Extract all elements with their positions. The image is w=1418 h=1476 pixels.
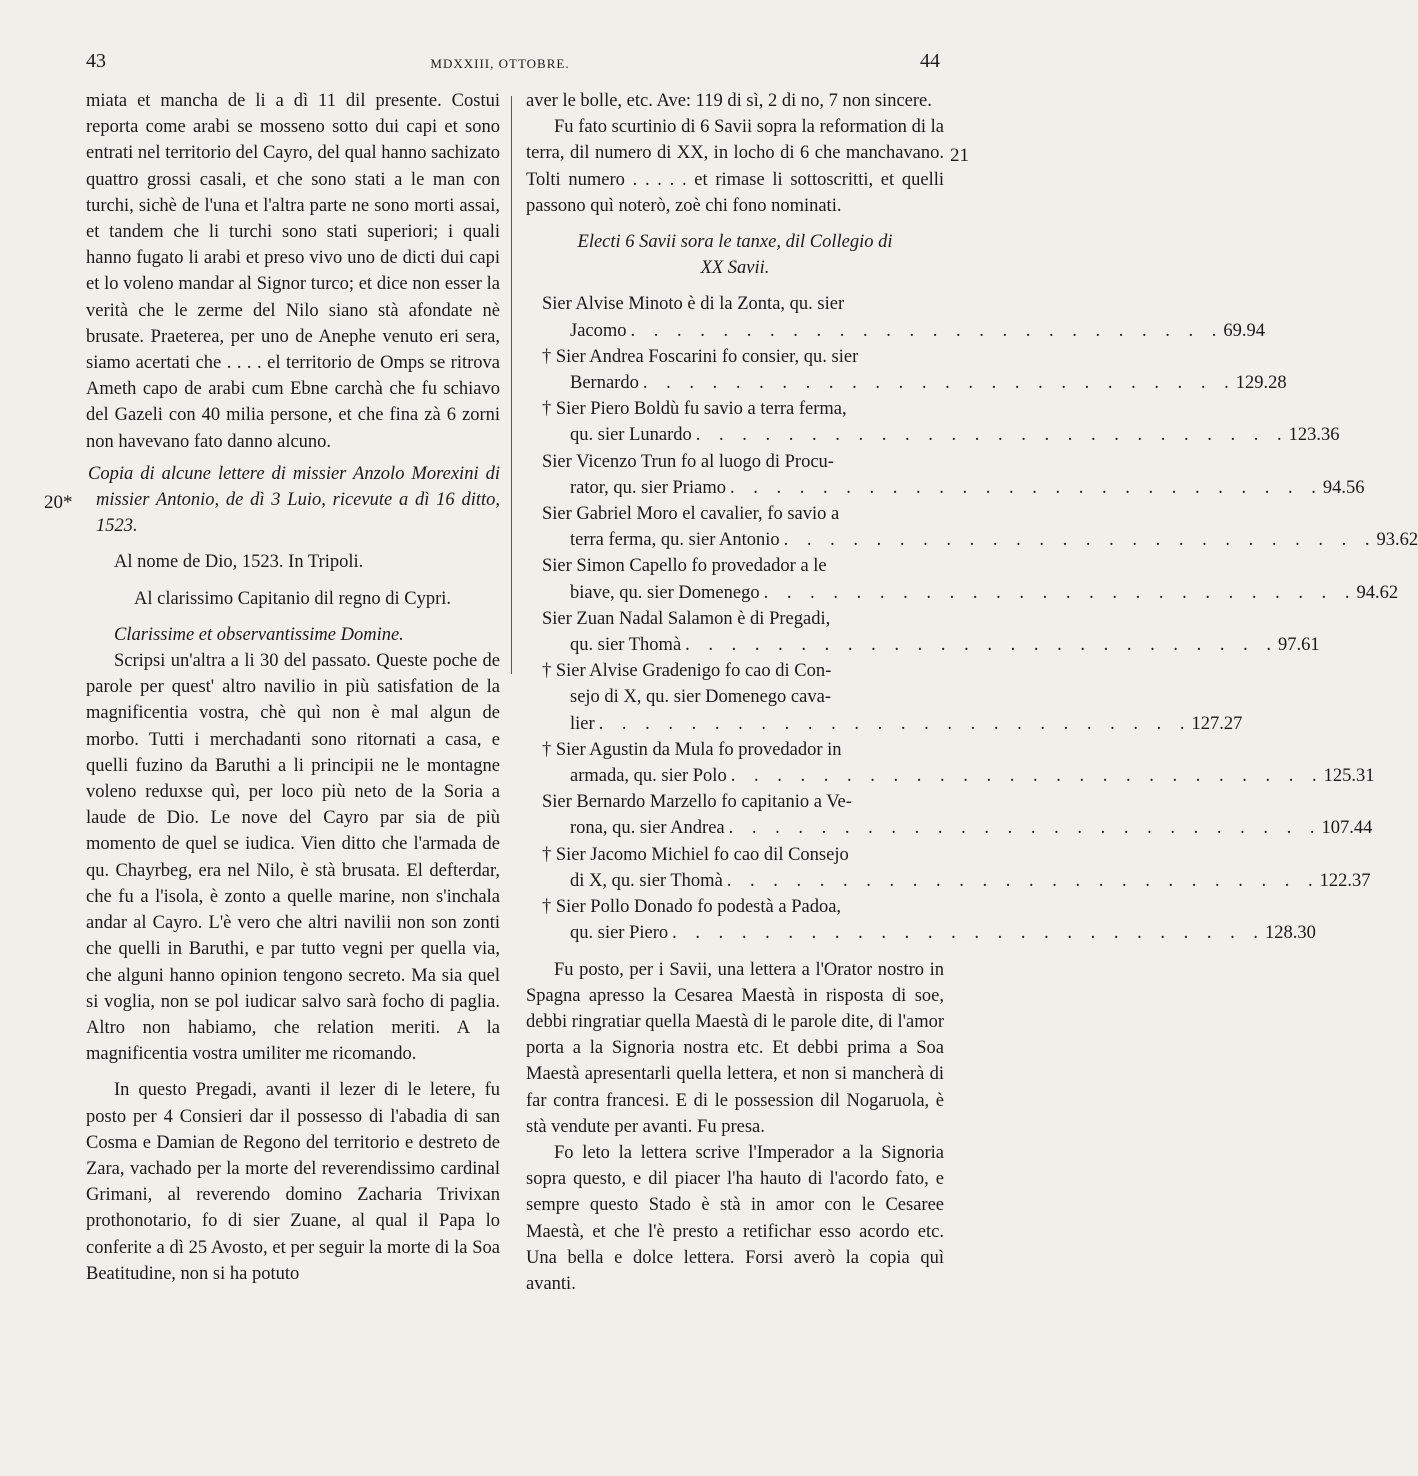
paragraph: Fu posto, per i Savii, una lettera a l'Orator nostro in Spagna apresso la Cesarea Maestà in risposta di soe, debbi ringratiar quella Maestà di le parole dite, di l'amor porta a la Signoria nostra etc. Et debbi prima a Soa Maestà apresentarli quella lettera, et non si mancherà di far contra francesi. E di le possession dil Nogaruola, è stà vendute per avanti. Fu presa.	[526, 959, 944, 1137]
list-item	[526, 344, 1287, 396]
entry-name: Sier Bernardo Marzello fo capitanio a Ve-	[542, 792, 852, 813]
table-heading: Electi 6 Savii sora le tanxe, dil Collegio di XX Savii.	[577, 232, 893, 279]
entry-name: † Sier Andrea Foscarini fo consier, qu. sier	[542, 346, 859, 367]
entry-name: † Sier Alvise Gradenigo fo cao di Con-	[542, 661, 832, 682]
election-list	[526, 291, 1418, 946]
vote-count: 129.28	[1235, 373, 1287, 394]
entry-vote-line	[526, 815, 1373, 841]
entry-detail: lier	[570, 713, 595, 734]
paragraph: In questo Pregadi, avanti il lezer di le letere, fu posto per 4 Consieri dar il possesso di l'abadia di san Cosma e Damian de Regono del territorio e destreto de Zara, vachado per la morte del reverendissimo cardinal Grimani, al reverendo domino Zacharia Trivixan prothonotario, fo di sier Zuane, al qual il Papa lo conferite a dì 25 Avosto, et per seguir la morte di la Soa Beatitudine, non si ha potuto	[86, 1080, 500, 1284]
leader-dots: . . . . . . . . . . . . . . . . . . . . . . . . . .	[642, 373, 1236, 394]
list-item	[526, 553, 1399, 605]
list-item	[526, 737, 1375, 789]
entry-vote-line	[526, 868, 1371, 894]
entry-detail: armada, qu. sier Polo	[570, 766, 727, 787]
entry-name: † Sier Pollo Donado fo podestà a Padoa,	[542, 897, 842, 918]
list-item	[526, 291, 1266, 343]
entry-name: † Sier Jacomo Michiel fo cao dil Consejo	[542, 844, 849, 865]
running-header	[0, 50, 1000, 80]
column-divider	[511, 96, 512, 674]
vote-count: 69.94	[1223, 320, 1266, 341]
entry-detail: terra ferma, qu. sier Antonio	[570, 530, 780, 551]
entry-detail: Jacomo	[570, 320, 627, 341]
vote-count: 128.30	[1265, 923, 1316, 944]
letter-dateline: Al nome de Dio, 1523. In Tripoli.	[114, 552, 364, 573]
entry-detail: qu. sier Lunardo	[570, 425, 692, 446]
entry-vote-line	[526, 632, 1320, 658]
entry-detail: di X, qu. sier Thomà	[570, 870, 723, 891]
vote-count: 127.27	[1191, 713, 1243, 734]
vote-count: 93.62	[1376, 530, 1418, 551]
list-item	[526, 606, 1320, 658]
entry-name: Sier Zuan Nadal Salamon è di Pregadi,	[542, 608, 831, 629]
entry-vote-line	[526, 475, 1365, 501]
margin-number-right: 21	[950, 145, 969, 166]
vote-count: 107.44	[1321, 818, 1373, 839]
entry-vote-line	[526, 527, 1418, 553]
leader-dots: . . . . . . . . . . . . . . . . . . . . . . . . . .	[598, 713, 1192, 734]
leader-dots: . . . . . . . . . . . . . . . . . . . . . . . . . .	[630, 320, 1224, 341]
vote-count: 122.37	[1319, 870, 1371, 891]
leader-dots: . . . . . . . . . . . . . . . . . . . . . . . . . .	[672, 923, 1266, 944]
entry-vote-line	[526, 711, 1243, 737]
leader-dots: . . . . . . . . . . . . . . . . . . . . . . . . . .	[685, 635, 1279, 656]
entry-name: † Sier Piero Boldù fu savio a terra ferma,	[542, 399, 847, 420]
list-item	[526, 842, 1371, 894]
leader-dots: . . . . . . . . . . . . . . . . . . . . . . . . . .	[729, 477, 1323, 498]
page-number-left: 43	[86, 50, 106, 72]
leader-dots: . . . . . . . . . . . . . . . . . . . . . . . . . .	[783, 530, 1377, 551]
list-item	[526, 894, 1316, 946]
entry-name: Sier Vicenzo Trun fo al luogo di Procu-	[542, 451, 834, 472]
vote-count: 123.36	[1288, 425, 1340, 446]
letter-heading: Copia di alcune lettere di missier Anzolo Morexini di missier Antonio, de dì 3 Luio, ricevute a dì 16 ditto, 1523.	[88, 463, 500, 537]
vote-count: 97.61	[1278, 635, 1320, 656]
leader-dots: . . . . . . . . . . . . . . . . . . . . . . . . . .	[695, 425, 1289, 446]
list-item	[526, 789, 1373, 841]
leader-dots: . . . . . . . . . . . . . . . . . . . . . . . . . .	[726, 870, 1320, 891]
entry-vote-line	[526, 763, 1375, 789]
paragraph: Scripsi un'altra a li 30 del passato. Queste poche de parole per quest' altro navilio in più satisfation de la magnificentia vostra, chè quì non è mal algun de morbo. Tutti i merchadanti sono ritornati a casa, e quelli fuzino da Baruthi a li principii ne le montagne voleno reduxse quì, per loco più neto de la Soria a laude de Dio. Le nove del Cayro par sia de più momento de quel se iudica. Vien ditto che l'armada de qu. Chayrbeg, era nel Nilo, è stà brusata. El defterdar, che fu a l'isola, è zonto a quelle marine, non s'inchala andar al Cayro. L'è vero che altri navilii non son zonti che quelli in Baruthi, e par tutto vegni per quella via, che alguni hanno opinion tengono secreto. Ma sia quel si voglia, non se pol iudicar salvo sarà focho di paglia. Altro non habiamo, che relation meriti. A la magnificentia vostra umiliter me ricomando.	[86, 651, 500, 1065]
paragraph: Fu fato scurtinio di 6 Savii sopra la reformation di la terra, dil numero di XX, in locho di 6 che manchavano. Tolti numero . . . . . et rimase li sottoscritti, et quelli passono quì noterò, zoè chi fono nominati.	[526, 117, 944, 216]
entry-vote-line	[526, 370, 1287, 396]
entry-detail: rona, qu. sier Andrea	[570, 818, 725, 839]
page-number-right: 44	[920, 50, 940, 72]
entry-vote-line	[526, 318, 1266, 344]
list-item	[526, 449, 1365, 501]
entry-name: † Sier Agustin da Mula fo provedador in	[542, 739, 842, 760]
entry-vote-line	[526, 422, 1340, 448]
leader-dots: . . . . . . . . . . . . . . . . . . . . . . . . . .	[763, 582, 1357, 603]
left-column	[86, 88, 500, 1287]
entry-name-cont: sejo di X, qu. sier Domenego cava-	[570, 687, 831, 708]
running-title: MDXXIII, OTTOBRE.	[430, 56, 570, 71]
vote-count: 94.62	[1356, 582, 1399, 603]
entry-detail: Bernardo	[570, 373, 639, 394]
margin-number-left: 20*	[44, 492, 73, 513]
paragraph: miata et mancha de li a dì 11 dil presente. Costui reporta come arabi se mosseno sotto dui capi et sono entrati nel territorio del Cayro, del qual hanno sachizato quattro grossi casali, et che sono stati a le man con turchi, sichè de l'una et l'altra parte ne sono morti assai, et tandem che li turchi sono stati superiori; i quali hanno fugato li arabi et preso vivo uno de dicti dui capi et lo voleno mandar al Signor turco; et dice non esser la verità che le zerme del Nilo siano stà afondate nè brusate. Praeterea, per uno de Anephe venuto eri sera, siamo acertati che . . . . el territorio de Omps se ritrova Ameth capo de arabi cum Ebne carchà che fu schiavo del Gazeli con 40 milia persone, et che fina zà 6 zorni non havevano fato danno alcuno.	[86, 91, 500, 452]
entry-name: Sier Simon Capello fo provedador a le	[542, 556, 827, 577]
letter-salutation: Clarissime et observantissime Domine.	[114, 624, 404, 645]
paragraph: aver le bolle, etc. Ave: 119 di sì, 2 di no, 7 non sincere.	[526, 91, 932, 111]
entry-name: Sier Gabriel Moro el cavalier, fo savio a	[542, 504, 840, 525]
entry-name: Sier Alvise Minoto è di la Zonta, qu. sier	[542, 294, 845, 315]
list-item	[526, 658, 1243, 737]
paragraph: Fo leto la lettera scrive l'Imperador a la Signoria sopra questo, e dil piacer l'ha hauto di l'acordo fato, e sempre questo Stado è stà in amor con le Cesaree Maestà, et che l'è presto a retifichar esso acordo etc. Una bella e dolce lettera. Forsi averò la copia quì avanti.	[526, 1142, 944, 1294]
entry-detail: rator, qu. sier Priamo	[570, 477, 726, 498]
list-item	[526, 396, 1340, 448]
vote-count: 125.31	[1323, 766, 1375, 787]
entry-vote-line	[526, 580, 1399, 606]
leader-dots: . . . . . . . . . . . . . . . . . . . . . . . . . .	[728, 818, 1322, 839]
leader-dots: . . . . . . . . . . . . . . . . . . . . . . . . . .	[730, 766, 1324, 787]
entry-detail: qu. sier Piero	[570, 923, 669, 944]
entry-vote-line	[526, 920, 1316, 946]
entry-detail: biave, qu. sier Domenego	[570, 582, 760, 603]
entry-detail: qu. sier Thomà	[570, 635, 682, 656]
vote-count: 94.56	[1322, 477, 1365, 498]
list-item	[526, 501, 1418, 553]
letter-address: Al clarissimo Capitanio dil regno di Cypri.	[134, 588, 452, 609]
